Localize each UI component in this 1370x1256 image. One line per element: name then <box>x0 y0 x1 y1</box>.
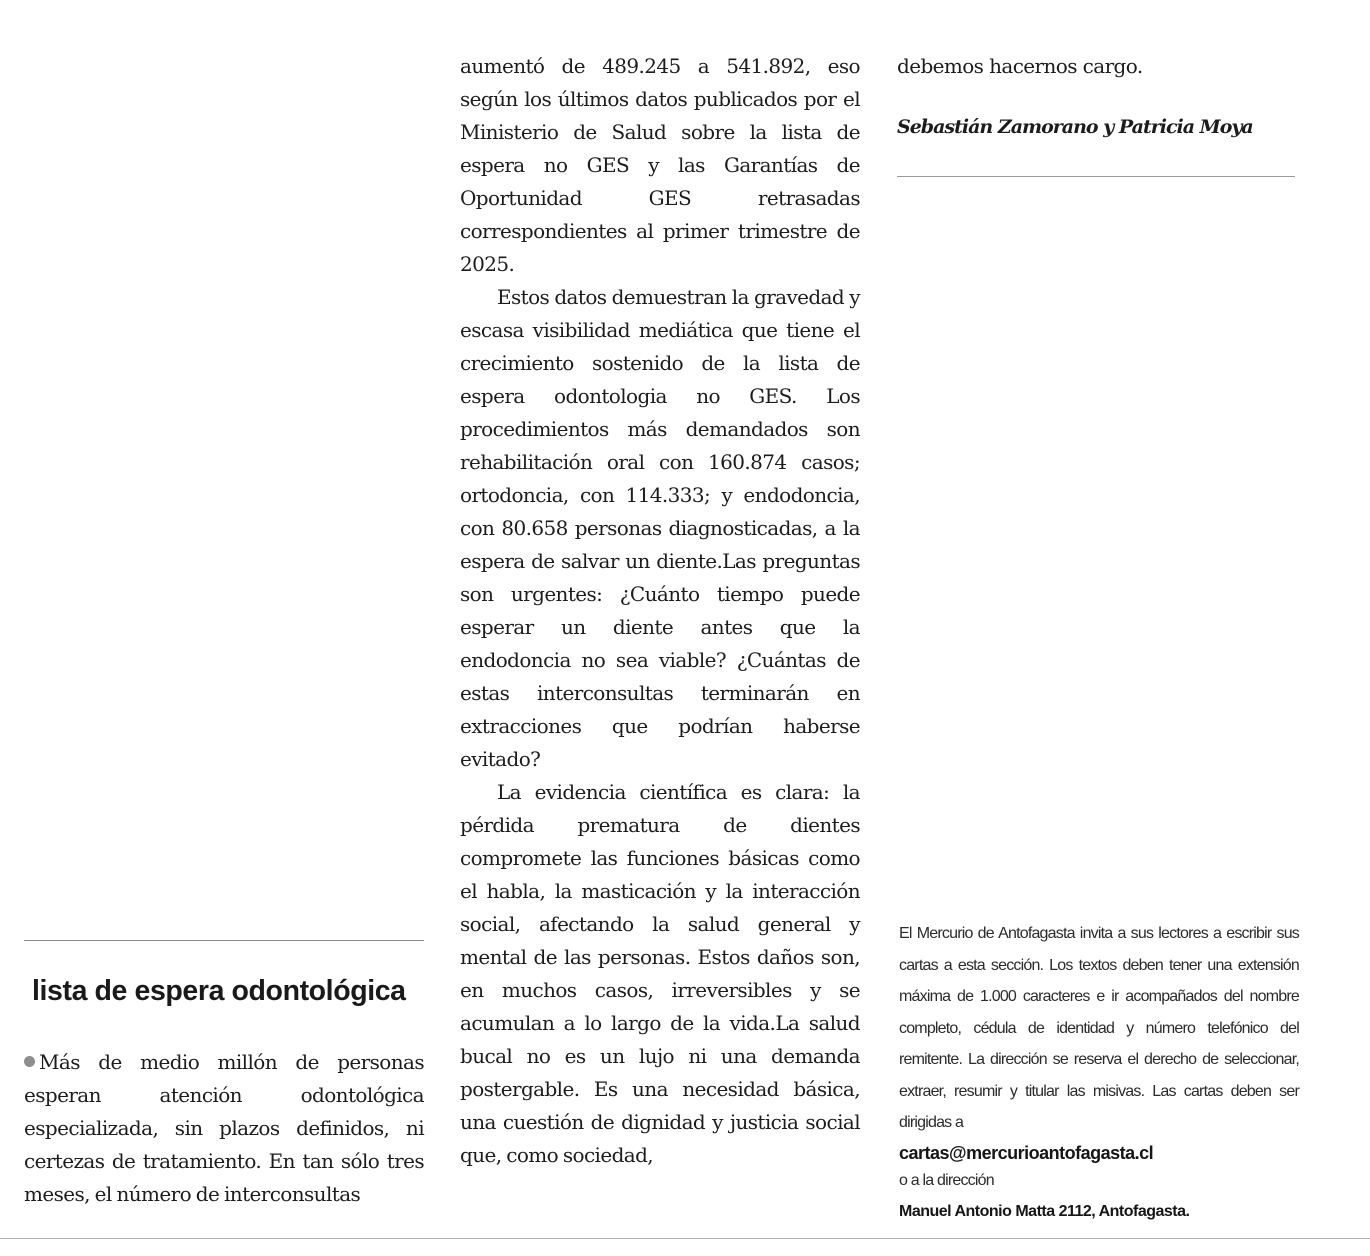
bullet-icon <box>24 1056 35 1067</box>
address-prefix: o a la dirección <box>899 1171 994 1189</box>
signature-divider <box>897 176 1295 177</box>
letter-intro-text: Más de medio millón de personas esperan atención odontológica especializada, sin plazos definidos, ni certezas de tratamiento. En tan sólo tres meses, el número de interconsultas <box>24 1050 424 1206</box>
letter-column-middle <box>460 50 860 1172</box>
letter-column-left <box>24 0 426 1256</box>
letter-paragraph-1: aumentó de 489.245 a 541.892, eso según los últimos datos publicados por el Ministerio de Salud sobre la lista de espera no GES y las Garantías de Oportunidad GES retrasadas correspondientes al primer trimestre de 2025. <box>460 54 860 276</box>
letter-intro <box>24 1046 424 1211</box>
letter-paragraph-2: Estos datos demuestran la gravedad y escasa visibilidad mediática que tiene el crecimiento sostenido de la lista de espera odontologia no GES. Los procedimientos más demandados son rehabilitación oral con 160.874 casos; ortodoncia, con 114.333; y endodoncia, con 80.658 personas diagnosticadas, a la espera de salvar un diente.Las preguntas son urgentes: ¿Cuánto tiempo puede esperar un diente antes que la endodoncia no sea viable? ¿Cuántas de estas interconsultas terminarán en extracciones que podrían haberse evitado? <box>460 285 860 771</box>
letter-paragraph-3: La evidencia científica es clara: la pérdida prematura de dientes compromete las funciones básicas como el habla, la masticación y la interacción social, afectando la salud general y mental de las personas. Estos daños son, en muchos casos, irreversibles y se acumulan a lo largo de la vida.La salud bucal no es un lujo ni una demanda postergable. Es una necesidad básica, una cuestión de dignidad y justicia social que, como sociedad, <box>460 780 860 1167</box>
page-bottom-rule <box>0 1238 1370 1239</box>
contact-email-link[interactable]: cartas@mercurioantofagasta.cl <box>899 1142 1154 1163</box>
letter-title: lista de espera odontológica <box>32 975 406 1007</box>
letter-column-right <box>897 0 1297 1256</box>
postal-address: Manuel Antonio Matta 2112, Antofagasta. <box>899 1202 1190 1220</box>
letter-ending: debemos hacernos cargo. <box>897 54 1143 78</box>
info-text: El Mercurio de Antofagasta invita a sus lectores a escribir sus cartas a esta sección. Los textos deben tener una extensión máxima de 1.000 caracteres e ir acompañados del nombre completo, cédula de identidad y número telefónico del remitente. La dirección se reserva el derecho de seleccionar, extraer, resumir y titular las misivas. Las cartas deben ser dirigidas a <box>899 925 1299 1131</box>
letters-info-box <box>899 918 1299 1229</box>
section-divider <box>24 940 424 941</box>
letter-signature: Sebastián Zamorano y Patricia Moya <box>897 116 1253 138</box>
